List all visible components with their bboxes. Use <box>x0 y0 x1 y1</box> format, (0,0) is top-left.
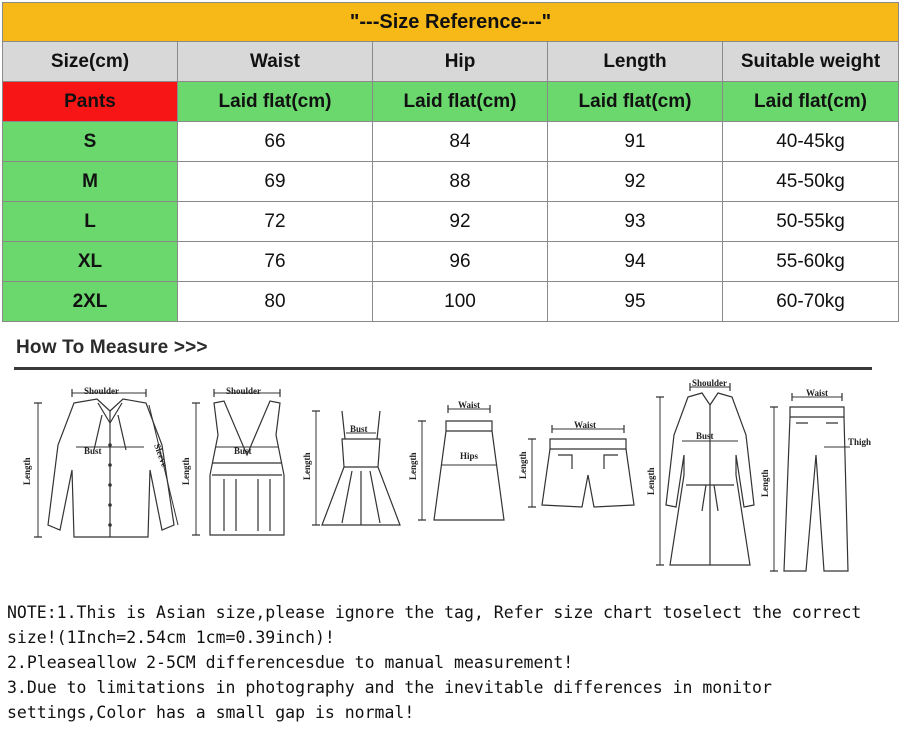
size-cell: 2XL <box>3 282 178 322</box>
label-length: Length <box>22 457 32 485</box>
label-shoulder: Shoulder <box>226 386 262 396</box>
header-hip: Hip <box>373 42 548 82</box>
table-cell: 100 <box>373 282 548 322</box>
table-row <box>3 162 899 202</box>
header-weight: Suitable weight <box>723 42 899 82</box>
table-cell: 95 <box>548 282 723 322</box>
table-cell: 88 <box>373 162 548 202</box>
notes-section <box>2 600 898 736</box>
coat-icon <box>656 383 754 565</box>
table-cell: 76 <box>178 242 373 282</box>
table-cell: 91 <box>548 122 723 162</box>
label-length: Length <box>646 467 656 495</box>
note-3: 3.Due to limitations in photography and the inevitable differences in monitor settings,Color has a small gap is normal! <box>7 678 772 722</box>
garment-illustrations <box>2 375 898 595</box>
label-shoulder: Shoulder <box>692 378 728 388</box>
label-sleeve: Sleeve <box>152 442 170 469</box>
trousers-icon <box>770 393 850 571</box>
size-cell: M <box>3 162 178 202</box>
table-cell: 92 <box>373 202 548 242</box>
label-bust: Bust <box>234 446 252 456</box>
subheader-cell: Laid flat(cm) <box>373 82 548 122</box>
label-thigh: Thigh <box>848 437 872 447</box>
table-cell: 55-60kg <box>723 242 899 282</box>
table-row <box>3 202 899 242</box>
label-hips: Hips <box>460 451 479 461</box>
label-bust: Bust <box>350 424 368 434</box>
label-shoulder: Shoulder <box>84 386 120 396</box>
table-cell: 69 <box>178 162 373 202</box>
label-waist: Waist <box>574 420 597 430</box>
subheader-cell: Laid flat(cm) <box>178 82 373 122</box>
label-length: Length <box>181 457 191 485</box>
header-size: Size(cm) <box>3 42 178 82</box>
table-cell: 96 <box>373 242 548 282</box>
table-cell: 93 <box>548 202 723 242</box>
table-cell: 45-50kg <box>723 162 899 202</box>
skirt-icon <box>418 405 504 520</box>
header-waist: Waist <box>178 42 373 82</box>
table-cell: 84 <box>373 122 548 162</box>
table-cell: 92 <box>548 162 723 202</box>
size-reference-table <box>2 2 899 322</box>
table-cell: 50-55kg <box>723 202 899 242</box>
subheader-row <box>3 82 899 122</box>
table-cell: 60-70kg <box>723 282 899 322</box>
label-bust: Bust <box>696 431 714 441</box>
subheader-cell: Laid flat(cm) <box>723 82 899 122</box>
table-row <box>3 122 899 162</box>
how-to-measure-section <box>2 327 898 595</box>
label-bust: Bust <box>84 446 102 456</box>
table-cell: 94 <box>548 242 723 282</box>
shirt-icon <box>34 389 178 537</box>
divider <box>14 367 872 370</box>
size-cell: S <box>3 122 178 162</box>
shorts-icon <box>528 425 634 507</box>
table-row <box>3 242 899 282</box>
label-length: Length <box>518 451 528 479</box>
vest-icon <box>192 389 284 535</box>
subheader-pants: Pants <box>3 82 178 122</box>
header-length: Length <box>548 42 723 82</box>
table-row <box>3 282 899 322</box>
measure-title: How To Measure >>> <box>16 337 208 358</box>
label-length: Length <box>408 452 418 480</box>
table-cell: 66 <box>178 122 373 162</box>
subheader-cell: Laid flat(cm) <box>548 82 723 122</box>
label-waist: Waist <box>458 400 481 410</box>
header-row <box>3 42 899 82</box>
table-cell: 80 <box>178 282 373 322</box>
size-cell: XL <box>3 242 178 282</box>
table-title: "---Size Reference---" <box>3 3 899 42</box>
note-2: 2.Pleaseallow 2-5CM differencesdue to manual measurement! <box>7 653 574 672</box>
note-1: NOTE:1.This is Asian size,please ignore the tag, Refer size chart toselect the correct size!(1Inch=2.54cm 1cm=0.39inch)! <box>7 603 862 647</box>
label-length: Length <box>302 452 312 480</box>
label-length: Length <box>760 469 770 497</box>
table-cell: 40-45kg <box>723 122 899 162</box>
size-cell: L <box>3 202 178 242</box>
table-cell: 72 <box>178 202 373 242</box>
label-waist: Waist <box>806 388 829 398</box>
